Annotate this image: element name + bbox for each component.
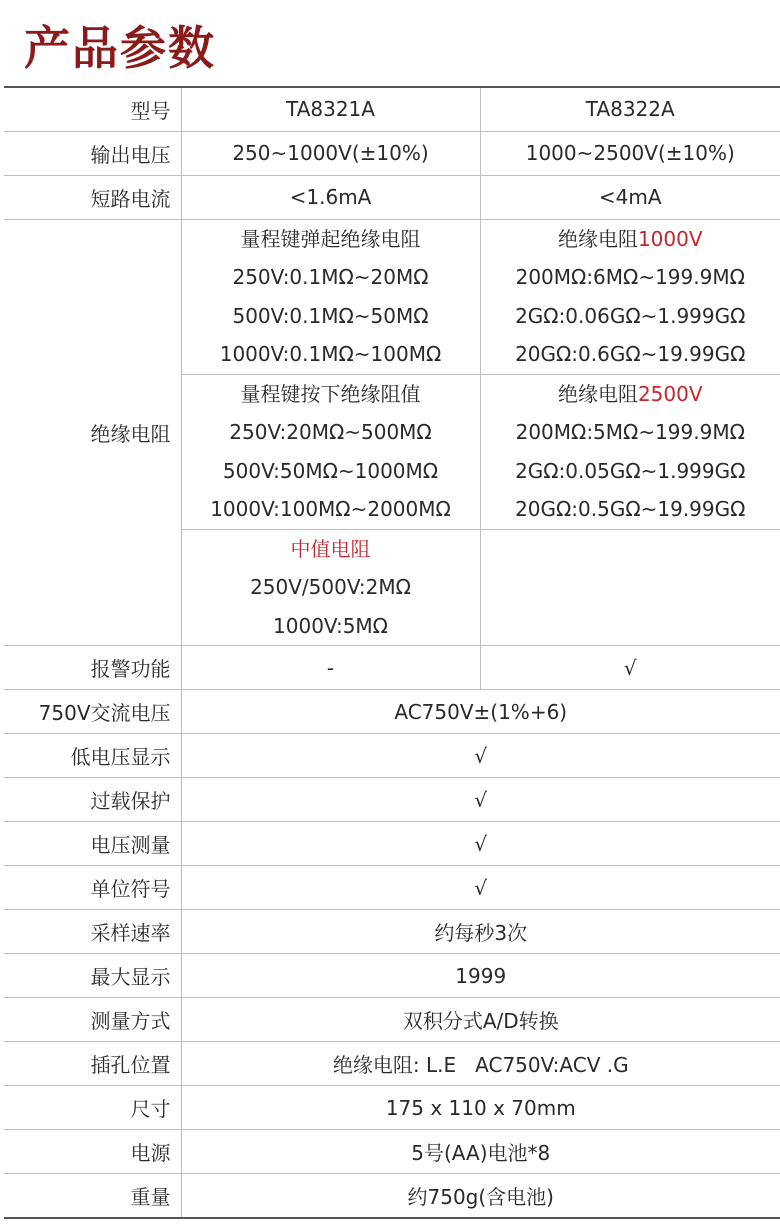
range-line: 1000V:0.1MΩ~100MΩ [219, 342, 442, 366]
model-b: TA8322A [480, 87, 780, 131]
model-a: TA8321A [181, 87, 480, 131]
short-circuit-a: <1.6mA [181, 175, 480, 219]
table-row [4, 219, 780, 374]
row-value: √ [181, 778, 780, 822]
range-line: 200MΩ:5MΩ~199.9MΩ [515, 420, 745, 444]
row-label: 电压测量 [4, 822, 181, 866]
row-label: 绝缘电阻 [4, 219, 181, 646]
header-voltage: 2500V [637, 381, 703, 406]
header-text: 绝缘电阻 [557, 381, 638, 406]
row-label: 低电压显示 [4, 734, 181, 778]
range-line: 1000V:100MΩ~2000MΩ [210, 497, 451, 521]
block-header [481, 220, 780, 259]
range-line: 1000V:5MΩ [273, 613, 388, 638]
alarm-b: √ [480, 646, 780, 690]
row-label: 测量方式 [4, 998, 181, 1042]
range-line: 500V:50MΩ~1000MΩ [222, 458, 439, 483]
header-voltage: 1000V [637, 226, 703, 251]
row-label: 插孔位置 [4, 1042, 181, 1086]
row-label: 输出电压 [4, 131, 181, 175]
row-label: 报警功能 [4, 646, 181, 690]
row-label: 最大显示 [4, 954, 181, 998]
table-row [4, 87, 780, 131]
table-row [4, 175, 780, 219]
insulation-block-b1 [480, 219, 780, 374]
table-row [4, 1130, 780, 1174]
table-row [4, 910, 780, 954]
range-line: 2GΩ:0.06GΩ~1.999GΩ [515, 303, 746, 328]
row-value: 5号(AA)电池*8 [181, 1130, 780, 1174]
range-line: 2GΩ:0.05GΩ~1.999GΩ [515, 458, 746, 483]
range-line: 500V:0.1MΩ~50MΩ [232, 303, 429, 328]
table-row [4, 866, 780, 910]
empty-cell [480, 529, 780, 646]
insulation-block-a2 [181, 374, 480, 529]
block-header: 量程键弹起绝缘电阻 [240, 226, 421, 251]
row-label: 短路电流 [4, 175, 181, 219]
block-header: 中值电阻 [290, 536, 371, 561]
row-label: 型号 [4, 87, 181, 131]
row-value: 绝缘电阻: L.E AC750V:ACV .G [181, 1042, 780, 1086]
row-value: 双积分式A/D转换 [181, 998, 780, 1042]
table-row [4, 1086, 780, 1130]
row-value: 约每秒3次 [181, 910, 780, 954]
table-row [4, 1042, 780, 1086]
output-voltage-a: 250~1000V(±10%) [181, 131, 480, 175]
block-header [481, 375, 780, 414]
row-label: 过载保护 [4, 778, 181, 822]
table-row [4, 734, 780, 778]
table-row [4, 646, 780, 690]
row-value: √ [181, 734, 780, 778]
table-row [4, 954, 780, 998]
row-value: √ [181, 866, 780, 910]
row-label: 尺寸 [4, 1086, 181, 1130]
alarm-a: - [181, 646, 480, 690]
row-label: 重量 [4, 1174, 181, 1218]
table-row [4, 778, 780, 822]
block-header: 量程键按下绝缘阻值 [240, 381, 421, 406]
insulation-block-a3 [181, 529, 480, 646]
table-row [4, 822, 780, 866]
row-label: 750V交流电压 [4, 690, 181, 734]
range-line: 20GΩ:0.6GΩ~19.99GΩ [515, 342, 746, 366]
output-voltage-b: 1000~2500V(±10%) [480, 131, 780, 175]
row-label: 电源 [4, 1130, 181, 1174]
table-row [4, 131, 780, 175]
row-label: 单位符号 [4, 866, 181, 910]
row-value: 1999 [181, 954, 780, 998]
page-title: 产品参数 [24, 21, 216, 75]
table-row [4, 1174, 780, 1218]
range-line: 200MΩ:6MΩ~199.9MΩ [515, 265, 745, 289]
short-circuit-b: <4mA [480, 175, 780, 219]
row-value: √ [181, 822, 780, 866]
spec-table [4, 86, 780, 1219]
row-value: 约750g(含电池) [181, 1174, 780, 1218]
range-line: 250V/500V:2MΩ [250, 575, 411, 599]
range-line: 250V:0.1MΩ~20MΩ [232, 265, 429, 289]
table-row [4, 998, 780, 1042]
row-label: 采样速率 [4, 910, 181, 954]
row-value: 175 x 110 x 70mm [181, 1086, 780, 1130]
range-line: 20GΩ:0.5GΩ~19.99GΩ [515, 497, 746, 521]
header-text: 绝缘电阻 [557, 226, 638, 251]
table-row [4, 690, 780, 734]
row-value: AC750V±(1%+6) [181, 690, 780, 734]
range-line: 250V:20MΩ~500MΩ [229, 420, 432, 444]
insulation-block-b2 [480, 374, 780, 529]
insulation-block-a1 [181, 219, 480, 374]
